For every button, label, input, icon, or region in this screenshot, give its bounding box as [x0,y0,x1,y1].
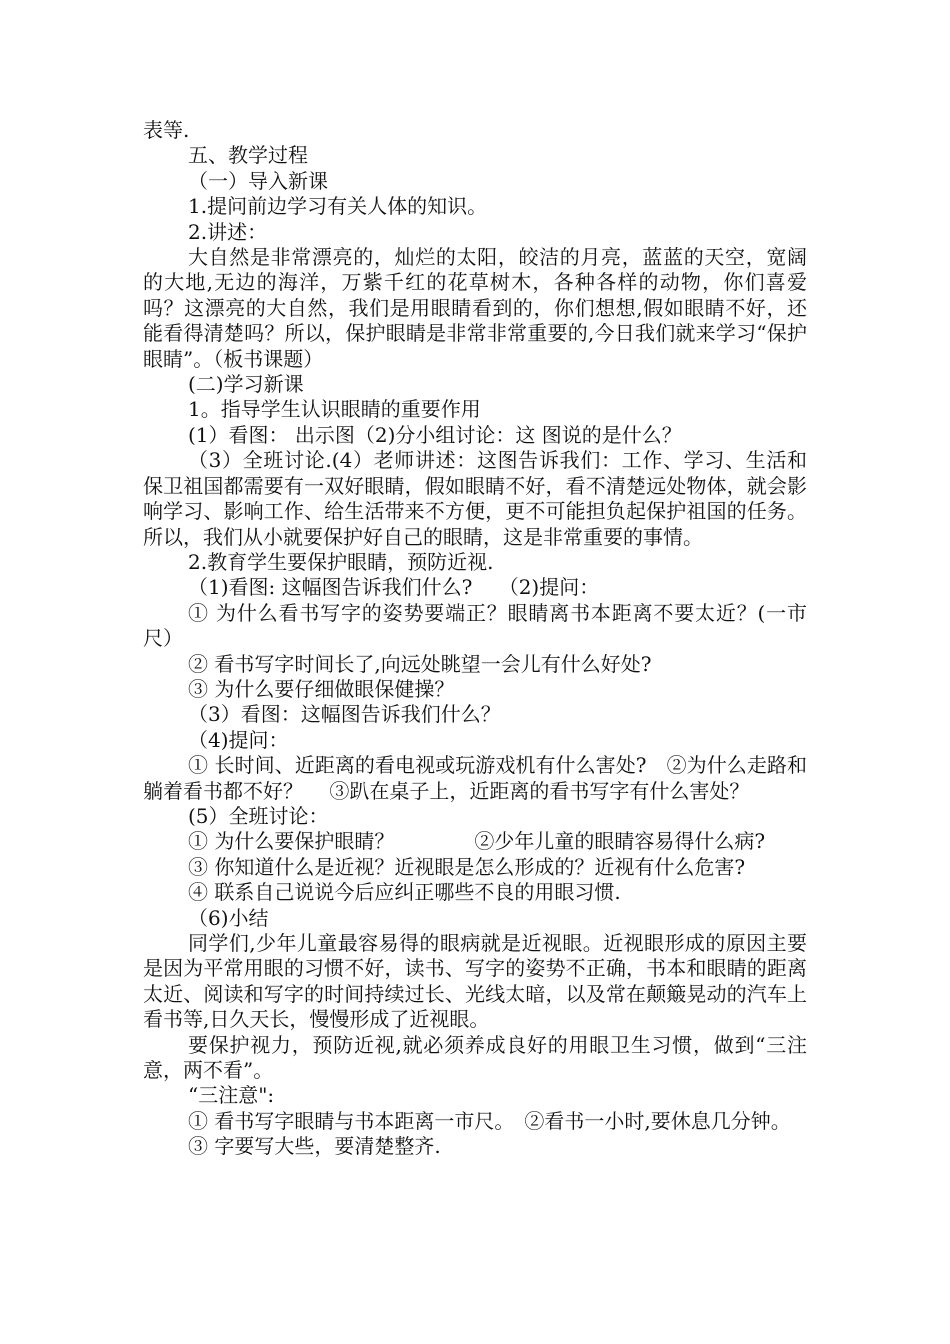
paragraph-look-at-picture-3: （3）看图：这幅图告诉我们什么？ [188,702,501,727]
paragraph-picture-question: （1)看图: 这幅图告诉我们什么? （2)提问： [188,575,600,600]
paragraph-class-discussion: （3）全班讨论.(4）老师讲述：这图告诉我们：工作、学习、生活和保卫祖国都需要有一双好眼睛，假如眼睛不好，看不清楚远处物体，就会影响学习、影响工作、给生活带来不方便，更不可能担负起保护祖国的任务。所以，我们从小就要保护好自己的眼睛，这是非常重要的事情。 [143,448,807,549]
paragraph-protect-vision: 要保护视力，预防近视,就必须养成良好的用眼卫生习惯，做到“三注意，两不看”。 [143,1032,807,1083]
list-item-harm-questions: ① 长时间、近距离的看电视或玩游戏机有什么害处? ②为什么走路和躺着看书都不好？ ③趴在桌子上，近距离的看书写字有什么害处？ [143,753,807,803]
paragraph-summary-heading: （6)小结 [188,905,269,930]
list-item-discussion-1: ① 为什么要保护眼睛？ ②少年儿童的眼睛容易得什么病? [188,829,766,854]
list-item-discussion-3: ③ 你知道什么是近视？近视眼是怎么形成的？近视有什么危害? [188,854,746,879]
paragraph-lesson-point-1: 1。指导学生认识眼睛的重要作用 [188,397,481,422]
paragraph-look-at-picture: (1）看图： 出示图（2)分小组讨论：这 图说的是什么？ [188,422,682,447]
paragraph-continuation: 表等. [143,118,190,142]
list-item-note-3: ③ 字要写大些，要清楚整齐. [188,1134,441,1159]
document-body [143,118,807,1160]
paragraph-ask-4: （4)提问： [188,727,289,752]
paragraph-nature-narrative: 大自然是非常漂亮的，灿烂的太阳，皎洁的月亮，蓝蓝的天空，宽阔的大地,无边的海洋，万紫千红的花草树木，各种各样的动物，你们喜爱吗？这漂亮的大自然，我们是用眼睛看到的，你们想想,假如眼睛不好，还能看得清楚吗？所以，保护眼睛是非常非常重要的,今日我们就来学习“保护眼睛”。（板书课题） [143,245,807,371]
paragraph-summary-body: 同学们,少年儿童最容易得的眼病就是近视眼。近视眼形成的原因主要是因为平常用眼的习惯不好，读书、写字的姿势不正确，书本和眼睛的距离太近、阅读和写字的时间持续过长、光线太暗，以及常在颠簸晃动的汽车上看书等,日久天长，慢慢形成了近视眼。 [143,931,807,1032]
paragraph-class-discussion-5: (5）全班讨论： [188,803,329,828]
subsection-heading-intro: （一）导入新课 [188,168,328,193]
list-item-discussion-4: ④ 联系自己说说今后应纠正哪些不良的用眼习惯. [188,880,621,905]
paragraph-three-notes-heading: “三注意": [188,1083,275,1108]
list-item-question-3: ③ 为什么要仔细做眼保健操？ [188,676,455,701]
paragraph-step-1: 1.提问前边学习有关人体的知识。 [188,194,488,219]
subsection-heading-new-lesson: (二)学习新课 [188,372,304,397]
paragraph-step-2: 2.讲述： [188,219,268,244]
paragraph-lesson-point-2: 2.教育学生要保护眼睛，预防近视. [188,549,494,574]
list-item-note-1-2: ① 看书写字眼睛与书本距离一市尺。 ②看书一小时,要休息几分钟。 [188,1108,791,1133]
list-item-question-2: ② 看书写字时间长了,向远处眺望一会儿有什么好处? [188,651,652,676]
section-heading-teaching-process: 五、教学过程 [188,143,308,168]
list-item-question-1: ① 为什么看书写字的姿势要端正？眼睛离书本距离不要太近？(一市尺） [143,600,807,651]
